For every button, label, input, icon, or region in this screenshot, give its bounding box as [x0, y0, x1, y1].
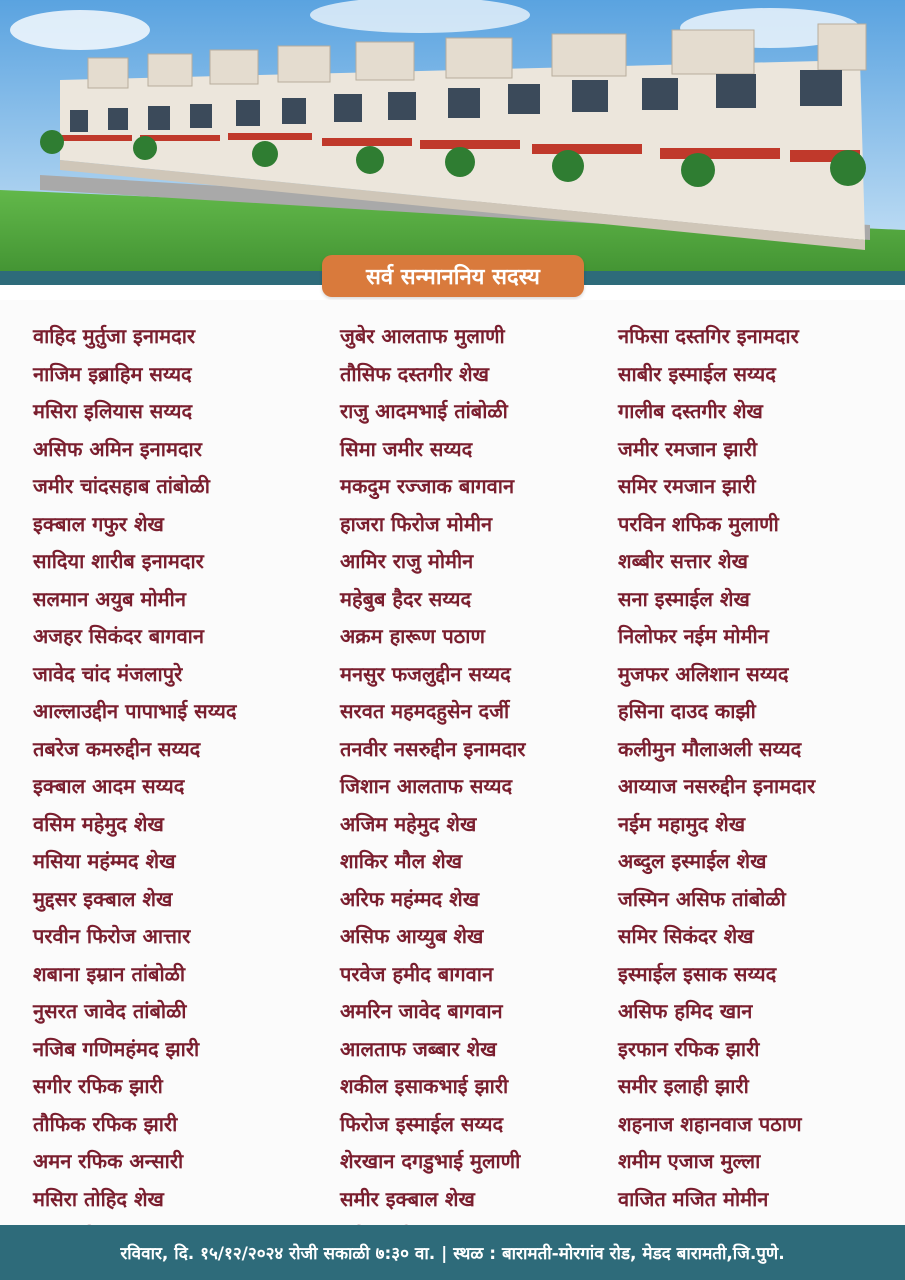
member-name: साबीर इस्माईल सय्यद: [618, 361, 776, 386]
member-name: जमीर रमजान झारी: [618, 436, 758, 461]
member-name: आलताफ जब्बार शेख: [340, 1036, 497, 1061]
event-footer: रविवार, दि. १५/१२/२०२४ रोजी सकाळी ७:३० वा. | स्थळ : बारामती-मोरगांव रोड, मेडद बारामती,जि.पुणे.: [0, 1225, 905, 1280]
member-name: तौफिक रफिक झारी: [33, 1111, 178, 1136]
member-name: सलमान अयुब मोमीन: [33, 586, 186, 611]
member-name: आमिर राजु मोमीन: [340, 549, 474, 573]
member-name: अक्रम हारूण पठाण: [340, 624, 485, 648]
member-name: सना इस्माईल शेख: [618, 586, 750, 611]
member-name: मसिरा इलियास सय्यद: [33, 399, 193, 423]
member-name: सादिया शारीब इनामदार: [33, 549, 204, 573]
member-name: नुसरत जावेद तांबोळी: [33, 999, 187, 1023]
member-name: परविन शफिक मुलाणी: [618, 511, 779, 536]
member-name: अमन रफिक अन्सारी: [33, 1149, 184, 1173]
members-column-1: [33, 318, 237, 1256]
member-name: शेरखान दगडुभाई मुलाणी: [340, 1149, 521, 1173]
member-name: सगीर रफिक झारी: [33, 1074, 163, 1098]
member-name: तबरेज कमरुद्दीन सय्यद: [33, 736, 201, 761]
member-name: तौसिफ दस्तगीर शेख: [340, 361, 490, 386]
member-name: मुद्दसर इक्बाल शेख: [33, 886, 173, 911]
member-name: अरिफ महंम्मद शेख: [340, 886, 480, 911]
member-name: परवेज हमीद बागवान: [340, 961, 494, 986]
member-name: समीर इक्बाल शेख: [340, 1186, 475, 1211]
member-name: सरवत महमदहुसेन दर्जी: [340, 699, 510, 723]
member-name: शब्बीर सत्तार शेख: [618, 549, 749, 573]
member-name: नईम महामुद शेख: [618, 811, 746, 836]
member-name: अजहर सिकंदर बागवान: [33, 624, 204, 648]
member-name: जमीर चांदसहाब तांबोळी: [33, 474, 210, 498]
member-name: वसिम महेमुद शेख: [33, 811, 164, 836]
member-name: महेबुब हैदर सय्यद: [340, 586, 472, 611]
member-name: आल्लाउद्दीन पापाभाई सय्यद: [33, 699, 237, 723]
member-name: मनसुर फजलुद्दीन सय्यद: [340, 661, 511, 686]
section-title: सर्व सन्माननिय सदस्य: [322, 255, 584, 297]
member-name: शमीम एजाज मुल्ला: [618, 1149, 761, 1173]
member-name: कलीमुन मौलाअली सय्यद: [618, 736, 802, 761]
member-name: जावेद चांद मंजलापुरे: [33, 661, 183, 686]
member-name: तनवीर नसरुद्दीन इनामदार: [340, 736, 526, 761]
member-name: असिफ अमिन इनामदार: [33, 436, 202, 461]
member-name: शाकिर मौल शेख: [340, 849, 463, 873]
member-name: असिफ आय्युब शेख: [340, 924, 484, 948]
member-name: समिर सिकंदर शेख: [618, 924, 754, 948]
member-name: जुबेर आलताफ मुलाणी: [340, 324, 505, 348]
member-name: नजिब गणिमहंमद झारी: [33, 1036, 200, 1061]
row-houses-illustration: [0, 0, 905, 285]
members-list: [0, 300, 905, 1225]
member-name: शहनाज शहानवाज पठाण: [618, 1111, 802, 1136]
member-name: अब्दुल इस्माईल शेख: [618, 849, 767, 873]
member-name: मसिया महंम्मद शेख: [33, 849, 176, 873]
member-name: जिशान आलताफ सय्यद: [340, 774, 513, 798]
member-name: इस्माईल इसाक सय्यद: [618, 961, 777, 986]
member-name: जस्मिन असिफ तांबोळी: [618, 886, 786, 911]
hero-banner-image: [0, 0, 905, 285]
member-name: समीर इलाही झारी: [618, 1074, 749, 1098]
member-name: मुजफर अलिशान सय्यद: [618, 661, 789, 686]
members-column-2: [340, 318, 526, 1256]
member-name: गालीब दस्तगीर शेख: [618, 399, 763, 423]
member-name: हाजरा फिरोज मोमीन: [340, 511, 493, 536]
member-name: अमरिन जावेद बागवान: [340, 999, 503, 1023]
member-name: परवीन फिरोज आत्तार: [33, 924, 191, 948]
member-name: निलोफर नईम मोमीन: [618, 624, 769, 648]
member-name: शकील इसाकभाई झारी: [340, 1074, 509, 1098]
member-name: मसिरा तोहिद शेख: [33, 1186, 164, 1211]
member-name: नाजिम इब्राहिम सय्यद: [33, 361, 192, 386]
member-name: इक्बाल आदम सय्यद: [33, 774, 185, 798]
member-name: फिरोज इस्माईल सय्यद: [340, 1111, 504, 1136]
member-name: इरफान रफिक झारी: [618, 1036, 760, 1061]
member-name: मकदुम रज्जाक बागवान: [340, 474, 515, 498]
member-name: सिमा जमीर सय्यद: [340, 436, 473, 461]
members-column-3: [618, 318, 815, 1218]
member-name: नफिसा दस्तगिर इनामदार: [618, 324, 799, 348]
member-name: आय्याज नसरुद्दीन इनामदार: [618, 774, 816, 798]
member-name: असिफ हमिद खान: [618, 999, 753, 1023]
member-name: राजु आदमभाई तांबोळी: [340, 399, 508, 423]
member-name: शबाना इम्रान तांबोळी: [33, 961, 186, 986]
member-name: समिर रमजान झारी: [618, 474, 756, 498]
member-name: वाहिद मुर्तुजा इनामदार: [33, 324, 196, 348]
member-name: हसिना दाउद काझी: [618, 699, 756, 723]
member-name: वाजित मजित मोमीन: [618, 1186, 769, 1211]
member-name: अजिम महेमुद शेख: [340, 811, 477, 836]
member-name: इक्बाल गफुर शेख: [33, 511, 164, 536]
